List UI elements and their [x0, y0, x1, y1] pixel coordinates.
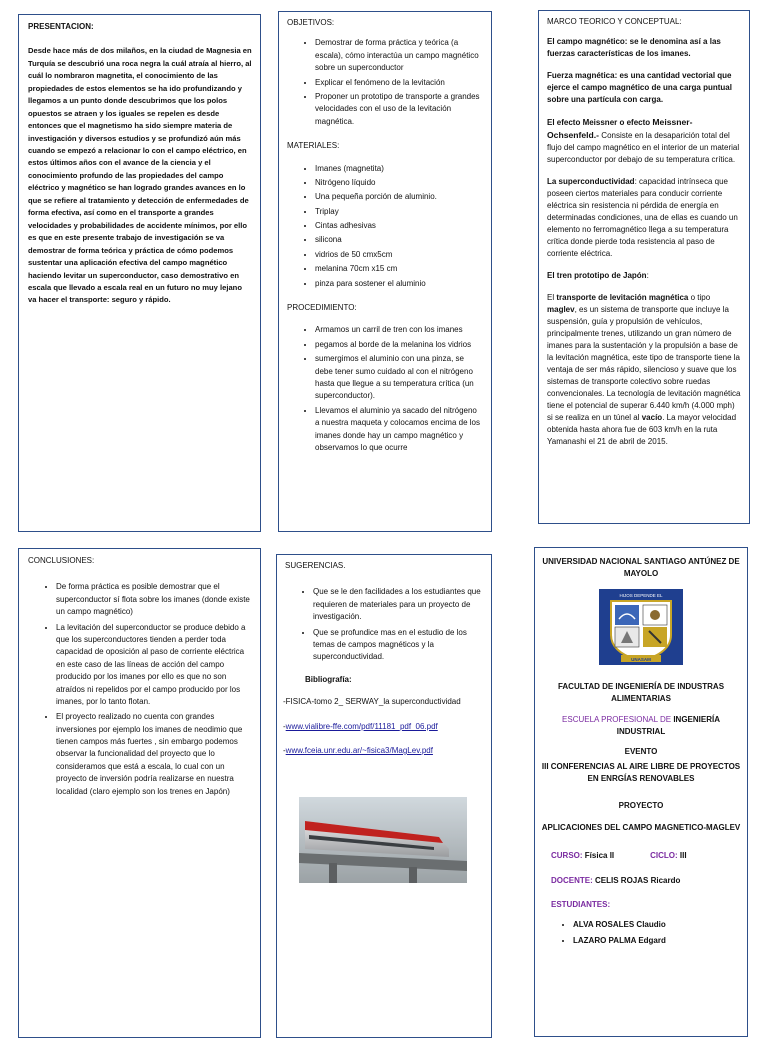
- estudiantes-list: [541, 919, 741, 947]
- campo-text: : se le denomina así a las fuerzas características de los imanes.: [547, 37, 721, 58]
- meissner-big: Meissner-Ochsenfeld.-: [547, 117, 693, 140]
- curso-value: Física II: [582, 851, 615, 861]
- meissner-label: El efecto Meissner o efecto: [547, 118, 653, 127]
- biblio-link[interactable]: www.fceia.unr.edu.ar/~fisica3/MagLev.pdf: [285, 745, 433, 755]
- fuerza-text: : es una cantidad vectorial que ejerce el campo magnético de una carga puntual sobre una partícula con carga.: [547, 71, 732, 104]
- biblio-entry: -FISICA-tomo 2_ SERWAY_la superconductividad: [283, 697, 461, 707]
- facultad-name: FACULTAD DE INGENIERÍA DE INDUSTRAS ALIMENTARIAS: [557, 681, 725, 704]
- sugerencias-heading: SUGERENCIAS.: [285, 561, 346, 570]
- list-item: • Imanes (magnetita): [315, 163, 483, 175]
- list-item: • Triplay: [315, 206, 483, 218]
- vacio-word: vacío: [641, 413, 663, 422]
- estudiantes-label: ESTUDIANTES:: [551, 900, 611, 910]
- list-item: • melanina 70cm x15 cm: [315, 263, 483, 275]
- procedimiento-list: [287, 324, 483, 454]
- proyecto-label: PROYECTO: [618, 800, 664, 810]
- docente-label: DOCENTE:: [551, 875, 593, 885]
- super-label: La superconductividad: [547, 177, 635, 186]
- biblio-entry: [283, 721, 483, 733]
- list-item: • Nitrógeno líquido: [315, 177, 483, 189]
- evento-label: EVENTO: [624, 747, 658, 757]
- escuela-name: [541, 714, 741, 739]
- conclusiones-list: [28, 581, 252, 798]
- list-item: • LAZARO PALMA Edgard: [573, 935, 741, 947]
- seal-bottom-text: UNASAM: [631, 656, 651, 662]
- conclusiones-panel: [18, 548, 261, 1038]
- ciclo-label: CICLO:: [650, 851, 678, 861]
- proyecto-name: APLICACIONES DEL CAMPO MAGNETICO-MAGLEV: [541, 822, 741, 832]
- ciclo-value: III: [677, 851, 687, 861]
- escuela-prefix: ESCUELA PROFESIONAL DE: [562, 714, 674, 724]
- university-seal-icon: [597, 587, 685, 667]
- tren-colon: :: [646, 271, 649, 280]
- portada-panel: [534, 547, 748, 1037]
- universidad-name: UNIVERSIDAD NACIONAL SANTIAGO ANTÚNEZ DE MAYOLO: [542, 557, 740, 579]
- list-item: • Llevamos el aluminio ya sacado del nitrógeno a nuestra maqueta y colocamos encima de los imanes donde hay un campo magnético y observamos lo que ocurre: [315, 405, 483, 455]
- list-item: • Cintas adhesivas: [315, 220, 483, 232]
- meissner-text: Consiste en la desaparición total del flujo del campo magnético en el interior de un material superconductor por debajo de su temperatura crítica.: [547, 131, 740, 164]
- curso-row: [551, 850, 741, 862]
- evento-name: III CONFERENCIAS AL AIRE LIBRE DE PROYECTOS EN ENRGÍAS RENOVABLES: [541, 761, 741, 784]
- bibliografia-heading: Bibliografía:: [305, 674, 352, 684]
- campo-magnetico-def: [547, 36, 741, 60]
- biblio-entry: [283, 745, 483, 757]
- campo-label: El campo magnético: [547, 37, 625, 46]
- tren-heading: [547, 270, 741, 282]
- list-item: • Que se le den facilidades a los estudiantes que requieren de materiales para un proyecto de investigación.: [313, 586, 483, 623]
- marco-teorico-panel: [538, 10, 750, 524]
- list-item: • sumergimos el aluminio con una pinza, se debe tener sumo cuidado al con el nitrógeno hasta que llegue a su temperatura crítica (un superconductor).: [315, 353, 483, 403]
- list-item: • ALVA ROSALES Claudio: [573, 919, 741, 931]
- marco-heading: MARCO TEORICO Y CONCEPTUAL:: [547, 17, 682, 26]
- maglev-intro: El: [547, 293, 557, 302]
- objetivos-list: [287, 37, 483, 128]
- docente-value: CELIS ROJAS Ricardo: [592, 875, 681, 885]
- meissner-def: [547, 116, 741, 166]
- fuerza-magnetica-def: [547, 70, 741, 106]
- list-item: • pegamos al borde de la melanina los vidrios: [315, 339, 483, 351]
- maglev-train-image: [299, 797, 467, 883]
- biblio-link[interactable]: www.vialibre-ffe.com/pdf/11181_pdf_06.pdf: [285, 721, 438, 731]
- sugerencias-list: [285, 586, 483, 663]
- procedimiento-heading: PROCEDIMIENTO:: [287, 303, 357, 313]
- biblio-prefix: -: [283, 745, 286, 755]
- list-item: • De forma práctica es posible demostrar que el superconductor sí flota sobre los imanes (donde existe un campo magnético): [56, 581, 252, 618]
- list-item: • silicona: [315, 234, 483, 246]
- maglev-text: , es un sistema de transporte que incluye la suspensión, guía y propulsión de vehículos, principalmente trenes, utilizando un gran número de imanes para la sustentación y la propulsión a base de la levitación magnética, este tipo de transporte tiene la ventaja de ser más rápido, silencioso y suave que los sistemas de transporte colectivo sobre ruedas convencionales. La tecnología de levitación magnética tiene el potencial de superar 6.440 km/h (4.000 mph) si se realiza en un túnel al: [547, 305, 741, 422]
- list-item: • Una pequeña porción de aluminio.: [315, 191, 483, 203]
- maglev-def: [547, 292, 741, 448]
- list-item: • El proyecto realizado no cuenta con grandes inversiones por ejemplo los imanes de neodimio que tienen campos más fuertes , sin embargo podemos observar la funcionalidad del proyecto que lo consideramos que está a escala, lo cual con un proyecto de inversión podría realizarse en nuestra localidad (claro ejemplo son los trenes en Japón): [56, 711, 252, 798]
- objetivos-heading: OBJETIVOS:: [287, 18, 335, 27]
- curso-label: CURSO:: [551, 851, 583, 861]
- superconductividad-def: [547, 176, 741, 260]
- fuerza-label: Fuerza magnética: [547, 71, 615, 80]
- maglev-word: maglev: [547, 305, 575, 314]
- presentacion-heading: PRESENTACION:: [28, 22, 94, 31]
- biblio-prefix: -: [283, 721, 286, 731]
- list-item: • pinza para sostener el aluminio: [315, 278, 483, 290]
- objetivos-panel: [278, 11, 492, 532]
- docente-row: [551, 875, 741, 887]
- presentacion-body: Desde hace más de dos milaños, en la ciudad de Magnesia en Turquía se descubrió una roca negra la cuál atraía al hierro, al cuál lo nombraron magnetita, el conocimiento de las propiedades de estos elementos se ha ido profundizando y llegamos a un punto donde descubrimos que los polos opuestos se atraen y los iguales se repelen es desde entonces que el magnetismo ha sido siempre materia de investigación y diversos estudios y se profundizó aún más cuando se empezó a relacionar lo con el campo eléctrico, en estos últimos años con el avance de la ciencia y el conocimiento profundo de las propiedades del campo eléctrico y magnético se han logrado grandes avances en lo que se refiere al tratamiento y detección de enfermedades de forma efectiva, así como en el transporte a grandes velocidades y probabilidades de accidente mínimos, por ello es que en este presente trabajo de investigación se va demostrar de forma teórica y práctica de cómo podemos sustentar una aplicación efectiva del campo magnético haciendo levitar un superconductor, caso demostrativo en escala que llevado a escala real en un futuro no muy lejano va hacer el transporte: seguro y rápido.: [28, 46, 252, 305]
- seal-top-text: HIJOS DEPENDE EL: [619, 592, 663, 598]
- bibliografia-list: [285, 696, 483, 757]
- list-item: • Proponer un prototipo de transporte a grandes velocidades con el uso de la levitación magnética.: [315, 91, 483, 128]
- maglev-end: . La mayor velocidad obtenida hasta ahora fue de 603 km/h en la ruta Yamanashi el 21 de abril de 2015.: [547, 413, 737, 446]
- list-item: • Explicar el fenómeno de la levitación: [315, 77, 483, 89]
- list-item: • vidrios de 50 cmx5cm: [315, 249, 483, 261]
- presentacion-panel: [18, 14, 261, 532]
- materiales-heading: MATERIALES:: [287, 141, 340, 151]
- conclusiones-heading: CONCLUSIONES:: [28, 556, 95, 565]
- maglev-o: o tipo: [688, 293, 711, 302]
- list-item: • Armamos un carril de tren con los imanes: [315, 324, 483, 336]
- maglev-label: transporte de levitación magnética: [556, 293, 689, 302]
- escuela-value: INGENIERÍA INDUSTRIAL: [616, 714, 720, 736]
- tren-label: El tren prototipo de Japón: [547, 271, 647, 280]
- list-item: • La levitación del superconductor se produce debido a que los superconductores tienden a perder toda capacidad de oposición al paso de corriente eléctrica en este caso de las líneas de acción del campo producido por los imanes por ello es que no son atraídos ni repelidos por el campo producido por los imanes, por lo tanto flotan.: [56, 622, 252, 709]
- materiales-list: [287, 163, 483, 291]
- list-item: • Demostrar de forma práctica y teórica (a escala), cómo interactúa un campo magnético sobre un superconductor: [315, 37, 483, 74]
- sugerencias-panel: [276, 554, 492, 1038]
- list-item: • Que se profundice mas en el estudio de los temas de campos magnéticos y la superconductividad.: [313, 627, 483, 664]
- super-text: : capacidad intrínseca que poseen ciertos materiales para conducir corriente eléctrica sin resistencia ni pérdida de energía en determinadas condiciones, una de ellas es cuando un elemento no ferromagnético llega a su temperatura crítica donde pierde toda resistencia al paso de corriente eléctrica.: [547, 177, 738, 258]
